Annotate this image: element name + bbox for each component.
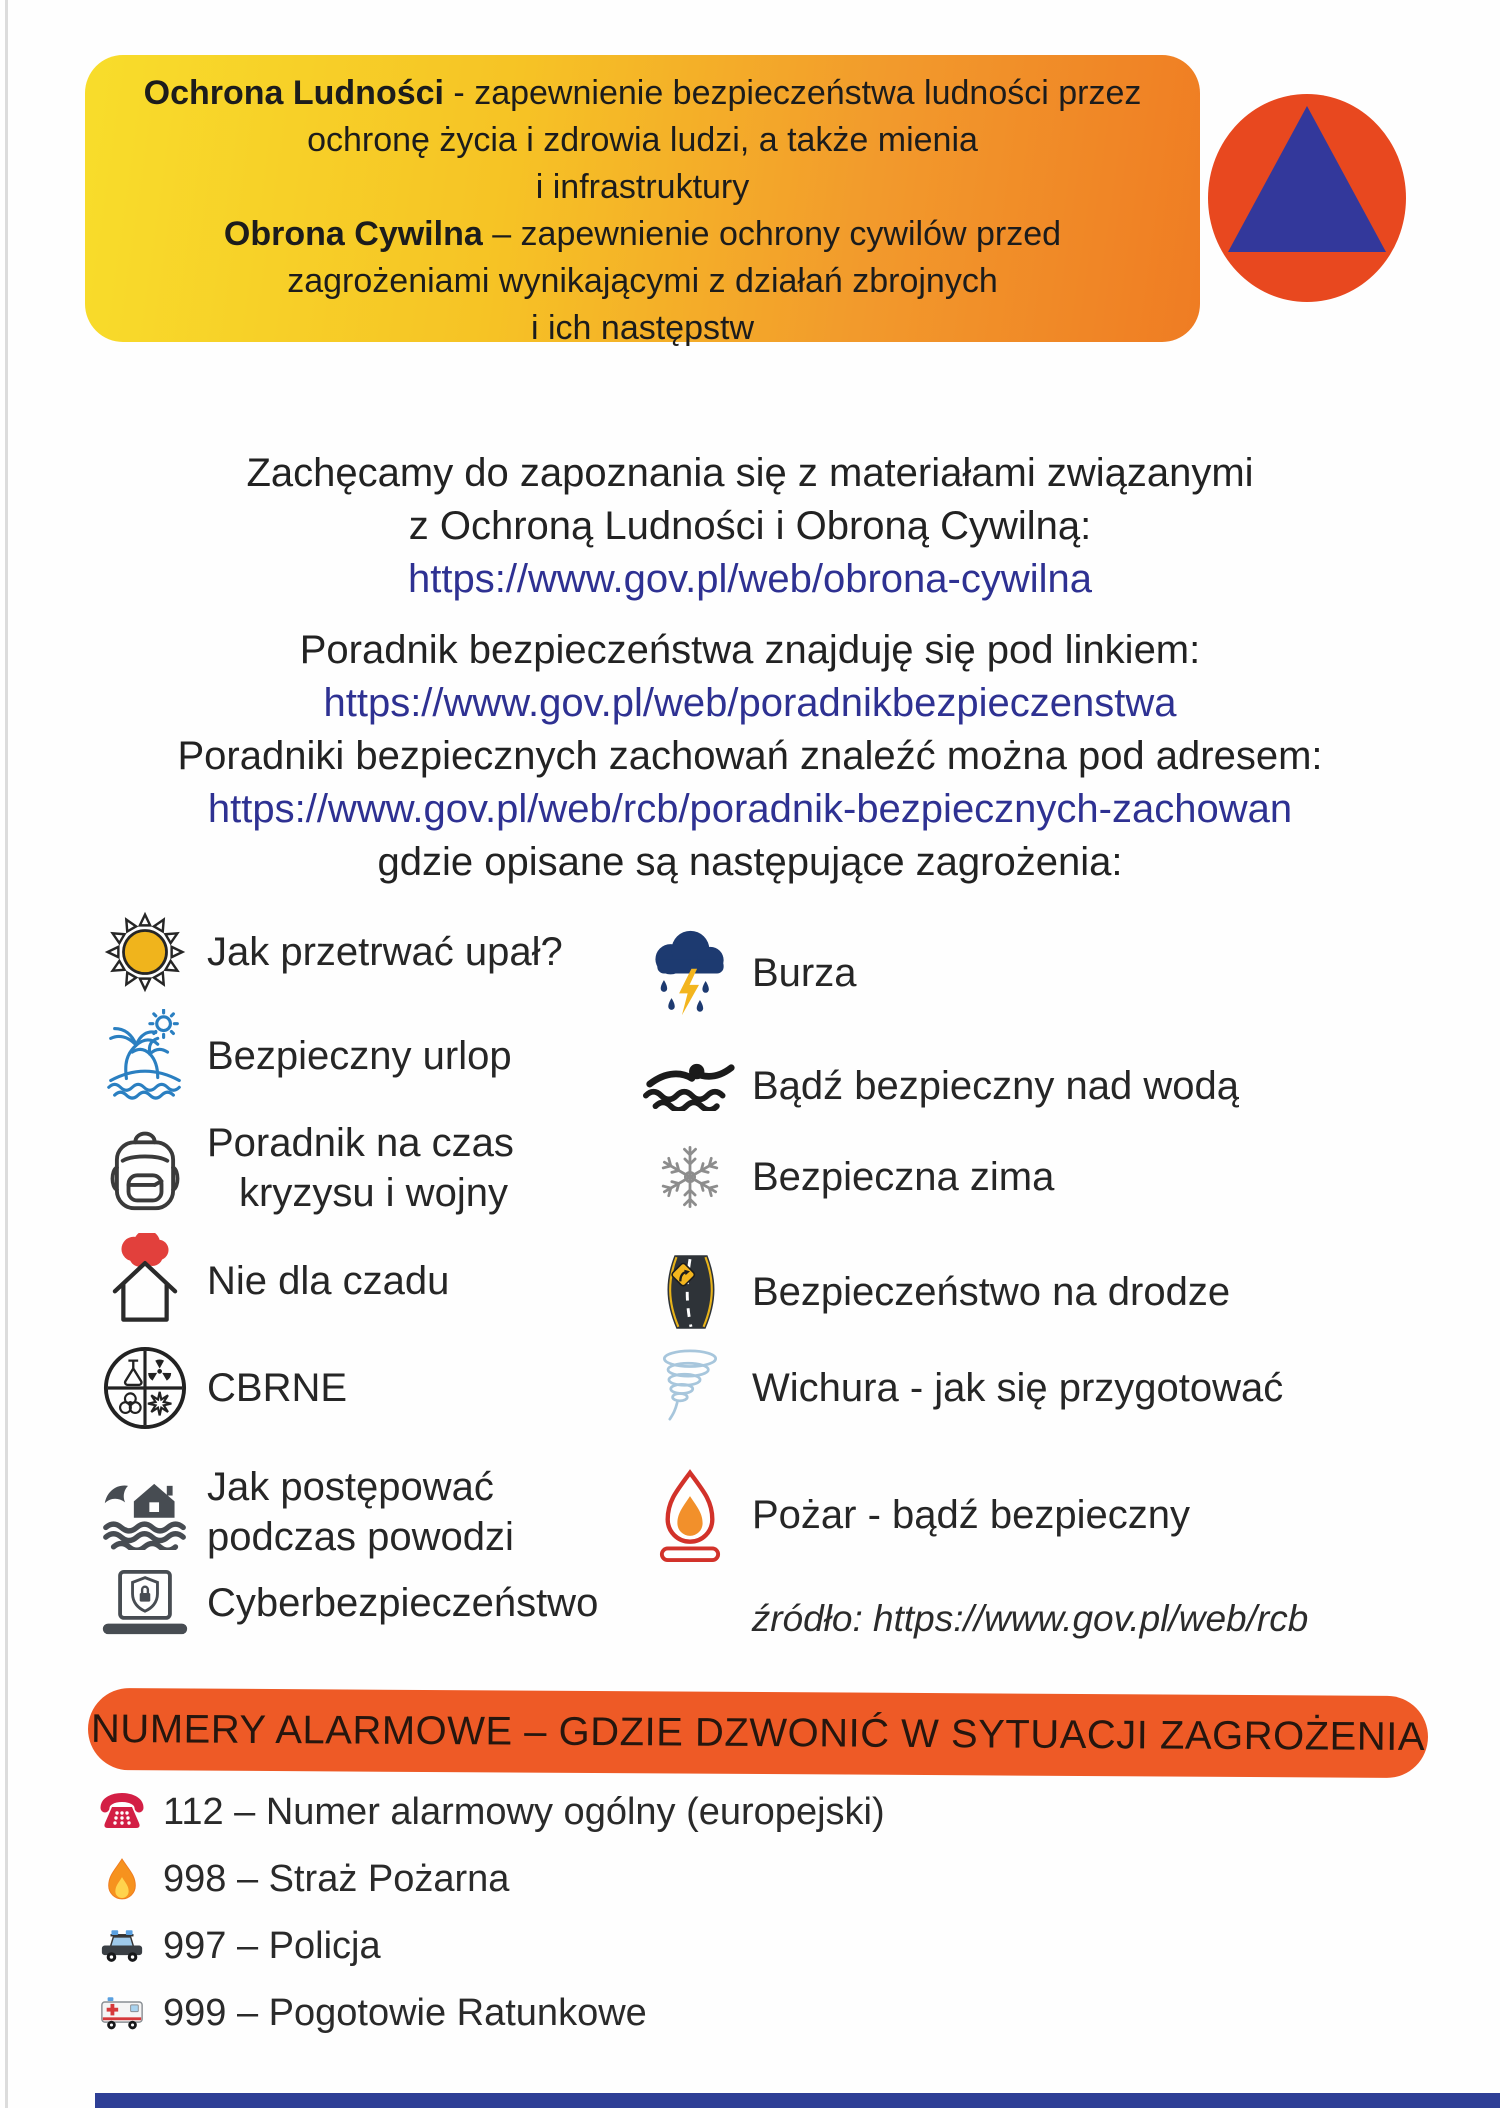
snowflake-icon (640, 1137, 740, 1217)
intro-line: Poradnik bezpieczeństwa znajduję się pod linkiem: (299, 628, 1201, 672)
hazard-item-water-safety (640, 1055, 1239, 1117)
hazard-item-carbon-monoxide (95, 1232, 449, 1330)
emergency-row-997 (95, 1914, 381, 1978)
definition-line: i infrastruktury (535, 168, 750, 206)
hazard-item-crisis-guide (95, 1118, 514, 1218)
hazard-label: Nie dla czadu (207, 1259, 450, 1303)
emergency-label: 997 – Policja (163, 1924, 381, 1967)
definition-line: Ochrona Ludności - zapewnienie bezpieczeństwa ludności przez (143, 74, 1142, 112)
emergency-row-998 (95, 1847, 509, 1911)
swimmer-icon (640, 1061, 740, 1111)
hazard-label: Pożar - bądź bezpieczny (752, 1493, 1191, 1537)
intro-line: Poradniki bezpiecznych zachowań znaleźć można pod adresem: (177, 734, 1323, 778)
emergency-label: 999 – Pogotowie Ratunkowe (163, 1991, 647, 2034)
emergency-row-112 (95, 1780, 885, 1844)
hazard-label: Jak postępować podczas powodzi (207, 1465, 514, 1559)
hazard-label: Cyberbezpieczeństwo (207, 1581, 599, 1625)
hazard-item-vacation (95, 1008, 512, 1103)
hazard-label: Burza (752, 950, 857, 995)
definition-line: Obrona Cywilna – zapewnienie ochrony cywilów przed (223, 215, 1062, 253)
hazard-item-storm (640, 925, 857, 1020)
ambulance-icon (95, 1995, 149, 2032)
hazard-item-winter (640, 1135, 1054, 1219)
hazard-item-cybersecurity (95, 1568, 598, 1638)
cbrne-icon (95, 1345, 195, 1431)
alarm-banner (88, 1688, 1428, 1778)
fire-icon (640, 1467, 740, 1564)
definitions-box (85, 55, 1200, 347)
cybersecurity-icon (95, 1569, 195, 1638)
telephone-icon (95, 1792, 149, 1832)
scan-edge-line (5, 0, 8, 2108)
definition-line: i ich następstw (531, 309, 754, 347)
hazard-item-road-safety (640, 1252, 1230, 1332)
term-ochrona-ludnosci: Ochrona Ludności (143, 74, 444, 112)
hazard-label: CBRNE (207, 1366, 348, 1410)
emergency-row-999 (95, 1981, 647, 2045)
hazard-label: Wichura - jak się przygotować (752, 1366, 1284, 1410)
sun-icon (95, 909, 195, 995)
bottom-blue-bar (95, 2093, 1500, 2108)
intro-line: gdzie opisane są następujące zagrożenia: (377, 840, 1123, 884)
police-car-icon (95, 1929, 149, 1964)
road-icon (640, 1253, 740, 1331)
backpack-icon (95, 1121, 195, 1216)
tornado-icon (640, 1349, 740, 1427)
source-note: źródło: https://www.gov.pl/web/rcb (751, 1598, 1309, 1639)
emergency-label: 112 – Numer alarmowy ogólny (europejski) (163, 1790, 885, 1833)
hazard-item-flood (95, 1462, 514, 1562)
hazard-label: Jak przetrwać upał? (207, 930, 563, 974)
vacation-icon (95, 1009, 195, 1102)
hazard-label: Bezpieczeństwo na drodze (752, 1270, 1231, 1314)
civil-defense-logo (1206, 92, 1408, 304)
carbon-monoxide-icon (95, 1233, 195, 1329)
hazard-label: Bezpieczny urlop (207, 1033, 512, 1078)
hazard-item-fire (640, 1465, 1190, 1565)
hazard-item-windstorm (640, 1348, 1283, 1428)
storm-icon (640, 925, 740, 1020)
hazard-item-heat (95, 908, 563, 996)
hazard-item-cbrne (95, 1344, 347, 1432)
link-obrona-cywilna[interactable]: https://www.gov.pl/web/obrona-cywilna (407, 557, 1093, 601)
emergency-label: 998 – Straż Pożarna (163, 1857, 510, 1900)
flood-icon (95, 1474, 195, 1550)
hazard-label: Bezpieczna zima (752, 1155, 1055, 1199)
intro-text (0, 447, 1500, 889)
intro-line: Zachęcamy do zapoznania się z materiałami związanymi (246, 451, 1254, 495)
link-poradnik-bezpiecznych-zachowan[interactable]: https://www.gov.pl/web/rcb/poradnik-bezpiecznych-zachowan (207, 787, 1293, 831)
hazard-label: Poradnik na czas kryzysu i wojny (207, 1121, 514, 1215)
intro-line: z Ochroną Ludności i Obroną Cywilną: (408, 504, 1092, 548)
definition-line: ochronę życia i zdrowia ludzi, a także mienia (307, 121, 978, 159)
definition-line: zagrożeniami wynikającymi z działań zbrojnych (287, 262, 998, 300)
link-poradnik-bezpieczenstwa[interactable]: https://www.gov.pl/web/poradnikbezpieczenstwa (323, 681, 1177, 725)
hazard-label: Bądź bezpieczny nad wodą (752, 1064, 1239, 1108)
term-obrona-cywilna: Obrona Cywilna (223, 215, 483, 253)
fire-small-icon (95, 1857, 149, 1901)
alarm-banner-label: NUMERY ALARMOWE – GDZIE DZWONIĆ W SYTUACJI ZAGROŻENIA (90, 1706, 1426, 1759)
